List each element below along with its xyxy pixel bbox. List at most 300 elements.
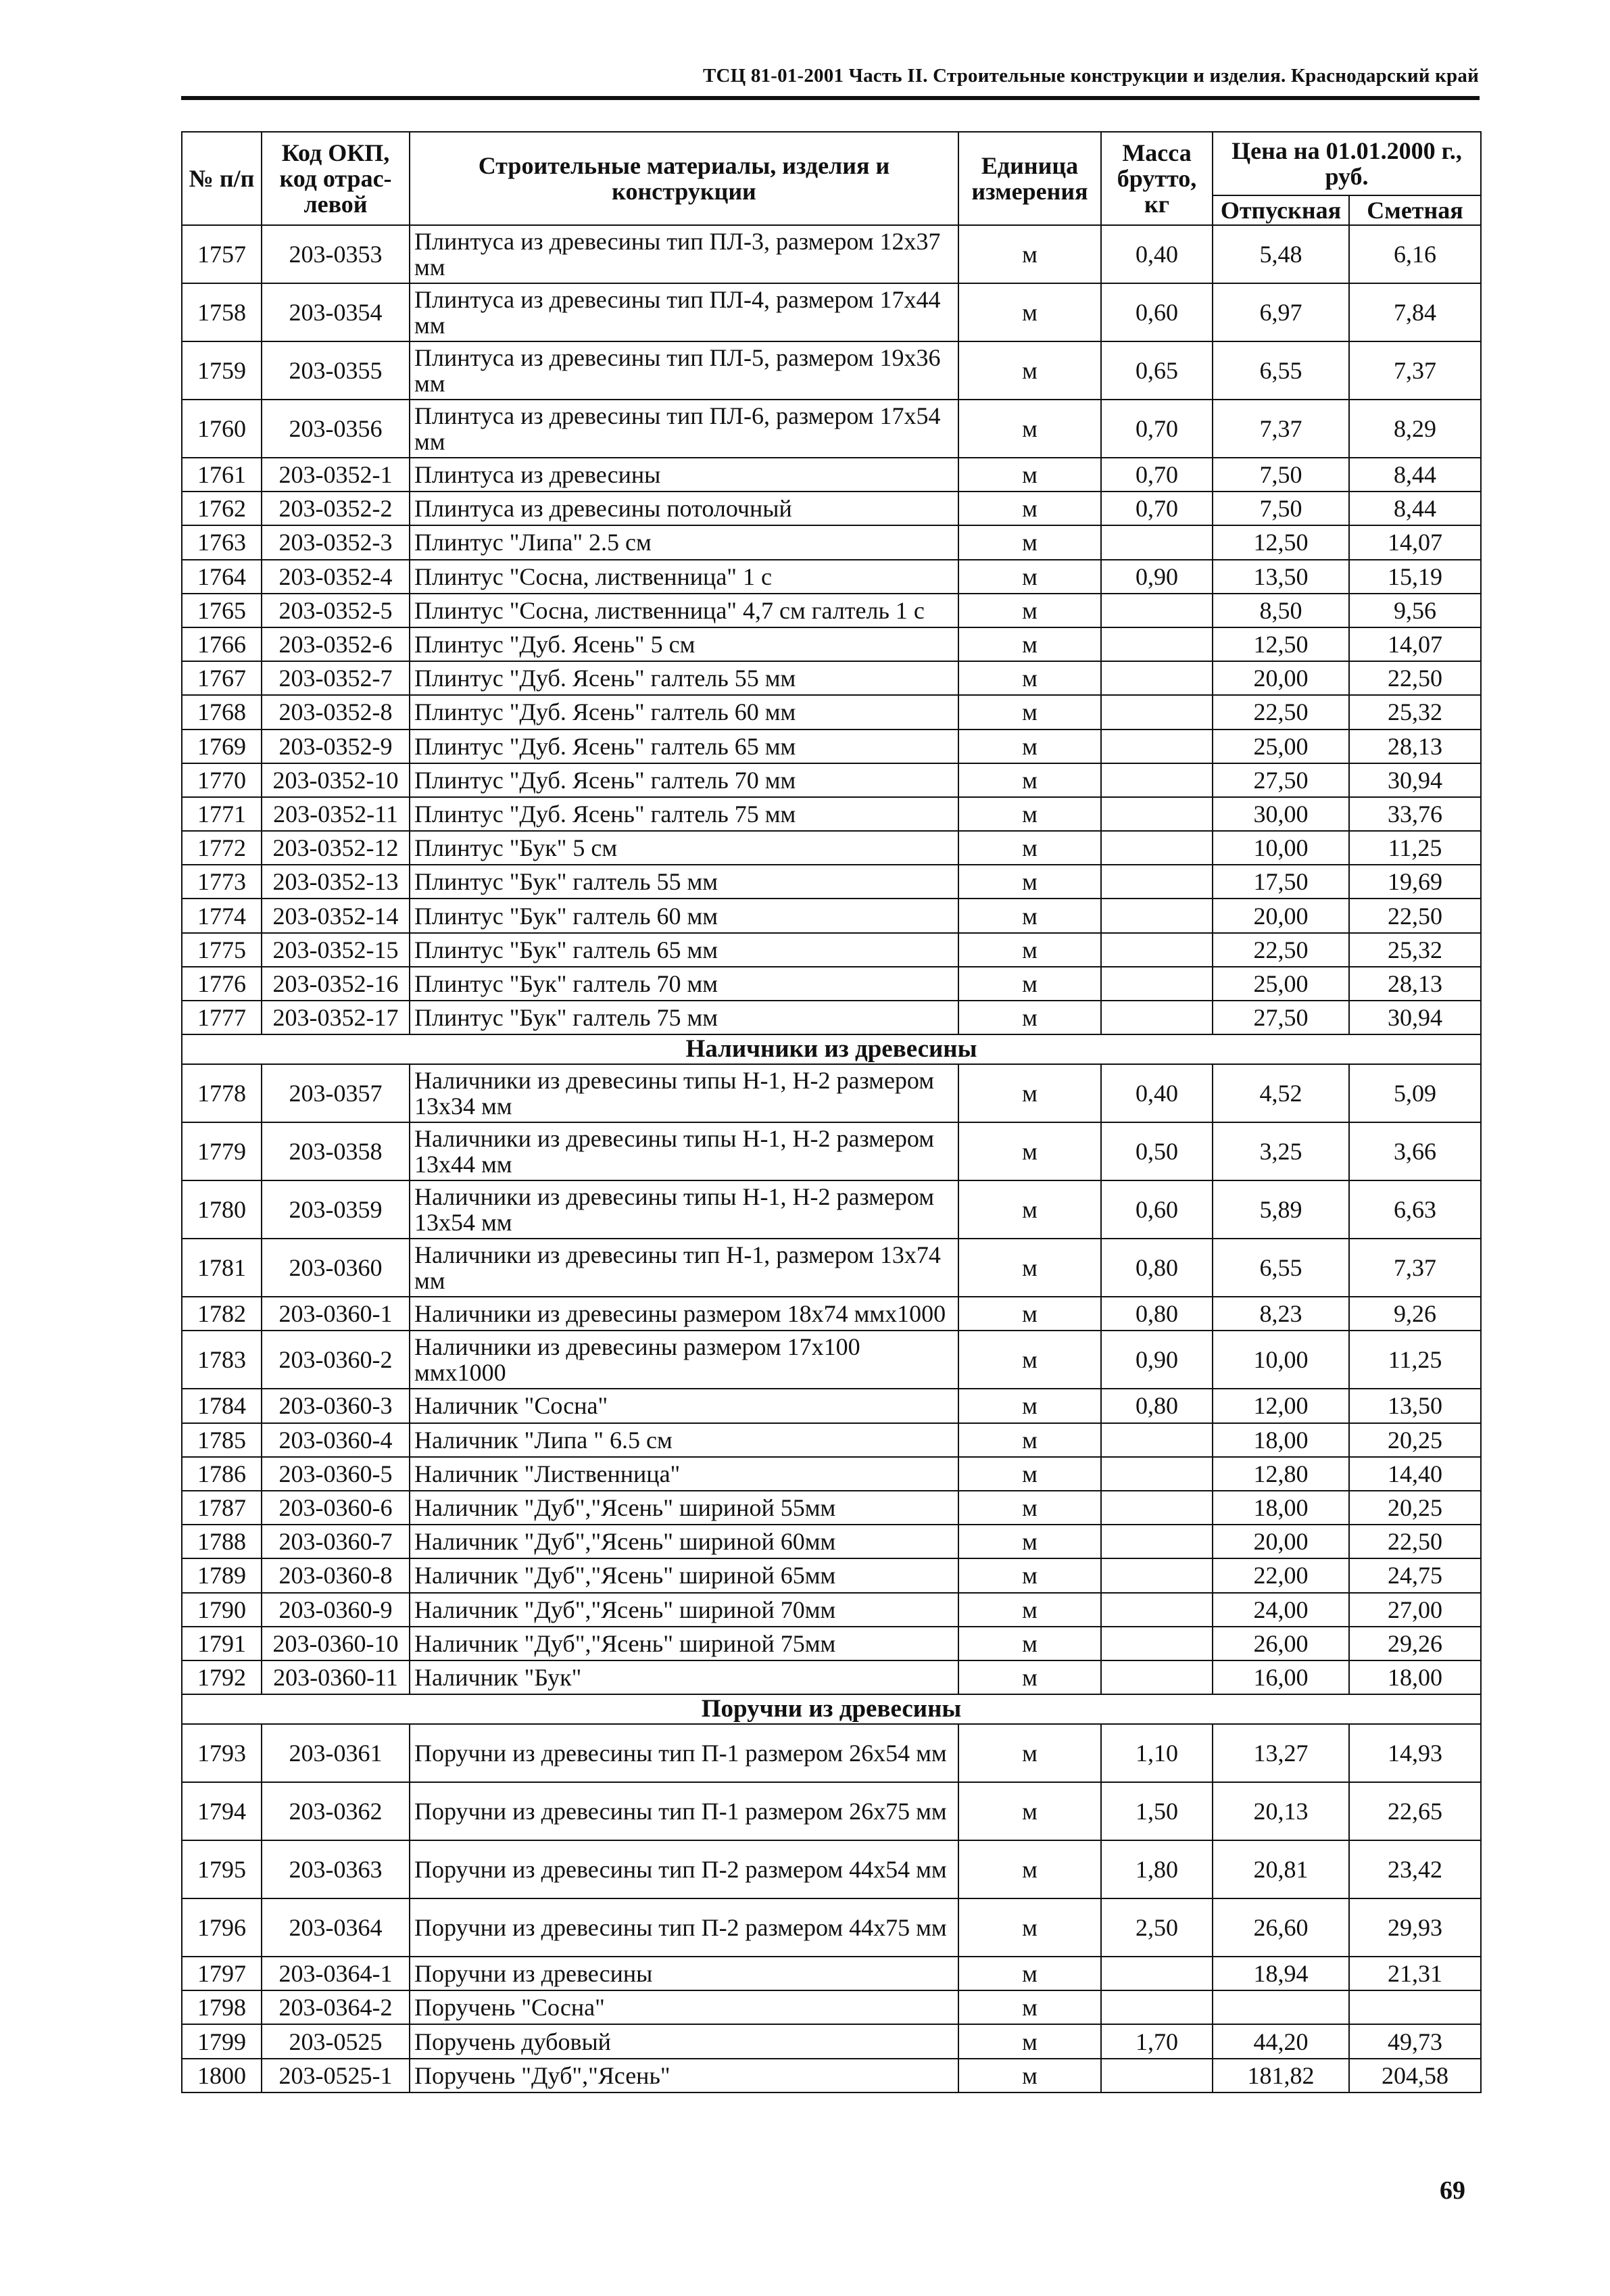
row-code: 203-0352-11 — [262, 797, 410, 831]
row-name: Поручни из древесины тип П-1 размером 26х75 мм — [410, 1782, 958, 1840]
row-name: Плинтуса из древесины тип ПЛ-3, размером 12х37 мм — [410, 225, 958, 283]
row-code: 203-0360 — [262, 1239, 410, 1297]
row-name: Плинтуса из древесины тип ПЛ-6, размером 17х54 мм — [410, 400, 958, 458]
table-row — [182, 1660, 1481, 1694]
row-unit: м — [958, 933, 1101, 967]
row-price-release: 25,00 — [1213, 730, 1349, 763]
row-price-release: 17,50 — [1213, 865, 1349, 899]
row-number: 1758 — [182, 283, 262, 341]
row-number: 1786 — [182, 1457, 262, 1491]
row-code: 203-0352-16 — [262, 967, 410, 1001]
row-price-release: 20,13 — [1213, 1782, 1349, 1840]
row-price-estimate: 20,25 — [1349, 1491, 1481, 1525]
row-number: 1800 — [182, 2059, 262, 2092]
row-code: 203-0352-7 — [262, 661, 410, 695]
row-price-estimate: 14,07 — [1349, 627, 1481, 661]
row-mass — [1101, 1957, 1213, 1990]
row-code: 203-0352-8 — [262, 695, 410, 729]
row-mass: 0,60 — [1101, 283, 1213, 341]
col-header-price-estimate: Сметная — [1349, 195, 1481, 225]
table-row — [182, 2024, 1481, 2058]
row-mass: 1,50 — [1101, 1782, 1213, 1840]
row-name: Плинтус "Сосна, лиственница" 4,7 см галтель 1 с — [410, 594, 958, 627]
row-unit: м — [958, 1782, 1101, 1840]
col-header-code: Код ОКП, код отрас-левой — [262, 132, 410, 225]
row-name: Плинтус "Дуб. Ясень" галтель 70 мм — [410, 763, 958, 797]
document-header: ТСЦ 81-01-2001 Часть II. Строительные конструкции и изделия. Краснодарский край — [702, 65, 1479, 87]
row-name: Наличник "Дуб","Ясень" шириной 65мм — [410, 1558, 958, 1592]
row-code: 203-0353 — [262, 225, 410, 283]
row-price-release: 4,52 — [1213, 1064, 1349, 1122]
row-name: Наличник "Лиственница" — [410, 1457, 958, 1491]
row-unit: м — [958, 1558, 1101, 1592]
row-price-release: 5,48 — [1213, 225, 1349, 283]
row-name: Плинтус "Бук" галтель 60 мм — [410, 899, 958, 932]
row-unit: м — [958, 831, 1101, 865]
row-name: Наличник "Дуб","Ясень" шириной 75мм — [410, 1627, 958, 1660]
row-price-release: 20,00 — [1213, 661, 1349, 695]
row-unit: м — [958, 1064, 1101, 1122]
row-name: Плинтус "Дуб. Ясень" галтель 65 мм — [410, 730, 958, 763]
row-mass: 0,40 — [1101, 1064, 1213, 1122]
table-row — [182, 458, 1481, 492]
row-mass — [1101, 933, 1213, 967]
table-row — [182, 1593, 1481, 1627]
table-row — [182, 1840, 1481, 1898]
row-price-estimate: 49,73 — [1349, 2024, 1481, 2058]
row-price-release: 3,25 — [1213, 1122, 1349, 1180]
row-code: 203-0525 — [262, 2024, 410, 2058]
row-name: Наличники из древесины тип Н-1, размером 13х74 мм — [410, 1239, 958, 1297]
row-code: 203-0361 — [262, 1724, 410, 1782]
row-mass — [1101, 1491, 1213, 1525]
row-name: Плинтуса из древесины потолочный — [410, 492, 958, 525]
row-number: 1794 — [182, 1782, 262, 1840]
row-price-estimate: 23,42 — [1349, 1840, 1481, 1898]
table-row — [182, 1627, 1481, 1660]
row-name: Плинтуса из древесины — [410, 458, 958, 492]
row-price-release: 20,81 — [1213, 1840, 1349, 1898]
row-name: Плинтус "Дуб. Ясень" галтель 55 мм — [410, 661, 958, 695]
row-price-estimate: 22,50 — [1349, 1525, 1481, 1558]
row-mass — [1101, 1660, 1213, 1694]
row-unit: м — [958, 1491, 1101, 1525]
row-code: 203-0352-9 — [262, 730, 410, 763]
row-price-release: 20,00 — [1213, 1525, 1349, 1558]
row-unit: м — [958, 283, 1101, 341]
row-number: 1792 — [182, 1660, 262, 1694]
row-price-release: 13,50 — [1213, 560, 1349, 594]
row-number: 1765 — [182, 594, 262, 627]
row-mass: 0,60 — [1101, 1180, 1213, 1239]
row-name: Поручень дубовый — [410, 2024, 958, 2058]
row-price-estimate: 3,66 — [1349, 1122, 1481, 1180]
row-price-release: 18,00 — [1213, 1423, 1349, 1457]
row-code: 203-0363 — [262, 1840, 410, 1898]
row-number: 1763 — [182, 525, 262, 559]
row-price-release: 8,50 — [1213, 594, 1349, 627]
table-row — [182, 1724, 1481, 1782]
row-name: Наличник "Липа " 6.5 см — [410, 1423, 958, 1457]
table-row — [182, 661, 1481, 695]
row-mass: 1,80 — [1101, 1840, 1213, 1898]
row-price-release: 181,82 — [1213, 2059, 1349, 2092]
row-name: Плинтус "Бук" галтель 75 мм — [410, 1001, 958, 1034]
row-price-release: 27,50 — [1213, 763, 1349, 797]
row-name: Наличник "Дуб","Ясень" шириной 60мм — [410, 1525, 958, 1558]
row-code: 203-0360-7 — [262, 1525, 410, 1558]
row-mass: 0,40 — [1101, 225, 1213, 283]
table-row — [182, 899, 1481, 932]
row-code: 203-0352-17 — [262, 1001, 410, 1034]
row-mass: 0,80 — [1101, 1389, 1213, 1422]
table-row — [182, 730, 1481, 763]
table-row — [182, 2059, 1481, 2092]
row-price-estimate: 29,26 — [1349, 1627, 1481, 1660]
row-price-release: 12,00 — [1213, 1389, 1349, 1422]
row-price-release: 7,37 — [1213, 400, 1349, 458]
row-price-release: 24,00 — [1213, 1593, 1349, 1627]
row-price-release: 22,50 — [1213, 695, 1349, 729]
row-name: Поручни из древесины тип П-1 размером 26х54 мм — [410, 1724, 958, 1782]
row-code: 203-0364-2 — [262, 1990, 410, 2024]
row-mass: 1,70 — [1101, 2024, 1213, 2058]
row-number: 1784 — [182, 1389, 262, 1422]
row-price-release: 8,23 — [1213, 1297, 1349, 1331]
row-price-release: 44,20 — [1213, 2024, 1349, 2058]
row-unit: м — [958, 458, 1101, 492]
row-number: 1757 — [182, 225, 262, 283]
row-price-release: 27,50 — [1213, 1001, 1349, 1034]
row-unit: м — [958, 627, 1101, 661]
row-price-estimate: 9,56 — [1349, 594, 1481, 627]
row-name: Плинтус "Дуб. Ясень" галтель 75 мм — [410, 797, 958, 831]
row-price-estimate: 8,44 — [1349, 492, 1481, 525]
row-price-release — [1213, 1990, 1349, 2024]
row-number: 1790 — [182, 1593, 262, 1627]
row-mass: 0,80 — [1101, 1297, 1213, 1331]
row-mass: 0,90 — [1101, 1331, 1213, 1389]
row-code: 203-0356 — [262, 400, 410, 458]
row-price-release: 7,50 — [1213, 492, 1349, 525]
row-name: Наличники из древесины типы Н-1, Н-2 размером 13х44 мм — [410, 1122, 958, 1180]
row-number: 1796 — [182, 1898, 262, 1957]
row-code: 203-0360-2 — [262, 1331, 410, 1389]
col-header-mass: Масса брутто, кг — [1101, 132, 1213, 225]
row-code: 203-0357 — [262, 1064, 410, 1122]
row-name: Плинтус "Бук" галтель 70 мм — [410, 967, 958, 1001]
row-unit: м — [958, 695, 1101, 729]
row-code: 203-0525-1 — [262, 2059, 410, 2092]
row-code: 203-0352-14 — [262, 899, 410, 932]
table-row — [182, 283, 1481, 341]
row-code: 203-0354 — [262, 283, 410, 341]
row-code: 203-0364 — [262, 1898, 410, 1957]
row-name: Наличники из древесины типы Н-1, Н-2 размером 13х34 мм — [410, 1064, 958, 1122]
row-number: 1776 — [182, 967, 262, 1001]
row-price-release: 16,00 — [1213, 1660, 1349, 1694]
row-name: Поручни из древесины тип П-2 размером 44х75 мм — [410, 1898, 958, 1957]
row-price-release: 6,55 — [1213, 341, 1349, 400]
table-row — [182, 1001, 1481, 1034]
row-price-release: 12,50 — [1213, 627, 1349, 661]
row-price-estimate: 6,16 — [1349, 225, 1481, 283]
row-price-estimate: 9,26 — [1349, 1297, 1481, 1331]
row-name: Наличник "Бук" — [410, 1660, 958, 1694]
table-row — [182, 594, 1481, 627]
table-row — [182, 1525, 1481, 1558]
row-price-release: 10,00 — [1213, 831, 1349, 865]
row-number: 1780 — [182, 1180, 262, 1239]
row-mass — [1101, 1990, 1213, 2024]
row-name: Плинтус "Бук" галтель 65 мм — [410, 933, 958, 967]
row-price-estimate: 18,00 — [1349, 1660, 1481, 1694]
table-row — [182, 1558, 1481, 1592]
row-unit: м — [958, 967, 1101, 1001]
table-row — [182, 933, 1481, 967]
table-row — [182, 797, 1481, 831]
row-unit: м — [958, 1297, 1101, 1331]
row-number: 1775 — [182, 933, 262, 967]
row-mass — [1101, 1001, 1213, 1034]
table-row — [182, 1457, 1481, 1491]
row-price-estimate: 22,50 — [1349, 661, 1481, 695]
row-unit: м — [958, 1331, 1101, 1389]
row-price-estimate: 24,75 — [1349, 1558, 1481, 1592]
table-row — [182, 225, 1481, 283]
row-code: 203-0358 — [262, 1122, 410, 1180]
row-number: 1773 — [182, 865, 262, 899]
row-unit: м — [958, 1423, 1101, 1457]
row-price-release: 22,00 — [1213, 1558, 1349, 1592]
row-name: Плинтус "Дуб. Ясень" 5 см — [410, 627, 958, 661]
row-name: Поручни из древесины тип П-2 размером 44х54 мм — [410, 1840, 958, 1898]
row-unit: м — [958, 1457, 1101, 1491]
row-name: Поручни из древесины — [410, 1957, 958, 1990]
row-number: 1787 — [182, 1491, 262, 1525]
row-unit: м — [958, 560, 1101, 594]
row-price-estimate: 7,37 — [1349, 1239, 1481, 1297]
section-row — [182, 1034, 1481, 1064]
row-unit: м — [958, 1840, 1101, 1898]
row-mass — [1101, 763, 1213, 797]
row-code: 203-0352-12 — [262, 831, 410, 865]
row-code: 203-0362 — [262, 1782, 410, 1840]
row-price-estimate: 21,31 — [1349, 1957, 1481, 1990]
row-price-release: 26,60 — [1213, 1898, 1349, 1957]
col-header-num: № п/п — [182, 132, 262, 225]
row-number: 1788 — [182, 1525, 262, 1558]
row-number: 1782 — [182, 1297, 262, 1331]
row-name: Плинтуса из древесины тип ПЛ-5, размером 19х36 мм — [410, 341, 958, 400]
row-number: 1762 — [182, 492, 262, 525]
row-unit: м — [958, 2024, 1101, 2058]
section-row — [182, 1694, 1481, 1724]
row-price-release: 30,00 — [1213, 797, 1349, 831]
row-price-estimate: 11,25 — [1349, 1331, 1481, 1389]
row-unit: м — [958, 730, 1101, 763]
row-number: 1793 — [182, 1724, 262, 1782]
row-price-estimate: 7,37 — [1349, 341, 1481, 400]
row-mass: 1,10 — [1101, 1724, 1213, 1782]
row-name: Плинтус "Дуб. Ясень" галтель 60 мм — [410, 695, 958, 729]
section-title: Поручни из древесины — [182, 1694, 1481, 1724]
table-row — [182, 492, 1481, 525]
row-unit: м — [958, 1239, 1101, 1297]
row-unit: м — [958, 763, 1101, 797]
row-price-estimate: 13,50 — [1349, 1389, 1481, 1422]
table-row — [182, 560, 1481, 594]
row-unit: м — [958, 1898, 1101, 1957]
table-row — [182, 1423, 1481, 1457]
row-unit: м — [958, 492, 1101, 525]
row-mass — [1101, 1627, 1213, 1660]
col-header-name: Строительные материалы, изделия и конструкции — [410, 132, 958, 225]
row-code: 203-0360-9 — [262, 1593, 410, 1627]
row-mass: 0,70 — [1101, 492, 1213, 525]
row-mass: 2,50 — [1101, 1898, 1213, 1957]
row-code: 203-0352-1 — [262, 458, 410, 492]
row-unit: м — [958, 899, 1101, 932]
row-unit: м — [958, 1525, 1101, 1558]
row-number: 1798 — [182, 1990, 262, 2024]
row-price-estimate: 14,07 — [1349, 525, 1481, 559]
row-price-release: 12,50 — [1213, 525, 1349, 559]
row-code: 203-0359 — [262, 1180, 410, 1239]
row-price-release: 5,89 — [1213, 1180, 1349, 1239]
row-unit: м — [958, 661, 1101, 695]
row-price-estimate: 15,19 — [1349, 560, 1481, 594]
table-row — [182, 1064, 1481, 1122]
row-price-estimate: 22,50 — [1349, 899, 1481, 932]
row-price-estimate: 30,94 — [1349, 1001, 1481, 1034]
row-mass — [1101, 1558, 1213, 1592]
row-mass: 0,65 — [1101, 341, 1213, 400]
row-price-estimate: 14,93 — [1349, 1724, 1481, 1782]
row-code: 203-0360-5 — [262, 1457, 410, 1491]
row-number: 1789 — [182, 1558, 262, 1592]
row-name: Плинтус "Липа" 2.5 см — [410, 525, 958, 559]
row-name: Наличник "Сосна" — [410, 1389, 958, 1422]
table-row — [182, 763, 1481, 797]
row-price-estimate: 6,63 — [1349, 1180, 1481, 1239]
row-price-estimate: 11,25 — [1349, 831, 1481, 865]
row-mass — [1101, 525, 1213, 559]
row-number: 1761 — [182, 458, 262, 492]
table-body — [182, 225, 1481, 2092]
row-mass — [1101, 1457, 1213, 1491]
row-number: 1785 — [182, 1423, 262, 1457]
row-unit: м — [958, 1001, 1101, 1034]
row-code: 203-0360-3 — [262, 1389, 410, 1422]
row-number: 1774 — [182, 899, 262, 932]
table-row — [182, 865, 1481, 899]
table-row — [182, 831, 1481, 865]
table-row — [182, 1491, 1481, 1525]
row-unit: м — [958, 594, 1101, 627]
row-price-release: 22,50 — [1213, 933, 1349, 967]
row-code: 203-0360-1 — [262, 1297, 410, 1331]
row-name: Поручень "Дуб","Ясень" — [410, 2059, 958, 2092]
row-price-release: 6,55 — [1213, 1239, 1349, 1297]
row-price-estimate: 7,84 — [1349, 283, 1481, 341]
row-mass — [1101, 797, 1213, 831]
table-row — [182, 525, 1481, 559]
row-number: 1778 — [182, 1064, 262, 1122]
row-unit: м — [958, 1180, 1101, 1239]
row-mass: 0,50 — [1101, 1122, 1213, 1180]
row-unit: м — [958, 1990, 1101, 2024]
row-unit: м — [958, 1957, 1101, 1990]
row-code: 203-0352-4 — [262, 560, 410, 594]
row-name: Наличники из древесины типы Н-1, Н-2 размером 13х54 мм — [410, 1180, 958, 1239]
row-code: 203-0352-10 — [262, 763, 410, 797]
row-price-estimate: 33,76 — [1349, 797, 1481, 831]
row-mass: 0,70 — [1101, 400, 1213, 458]
table-row — [182, 1957, 1481, 1990]
row-name: Наличники из древесины размером 17х100 ммх1000 — [410, 1331, 958, 1389]
section-title: Наличники из древесины — [182, 1034, 1481, 1064]
row-unit: м — [958, 1627, 1101, 1660]
row-number: 1769 — [182, 730, 262, 763]
row-mass: 0,90 — [1101, 560, 1213, 594]
row-name: Плинтус "Бук" 5 см — [410, 831, 958, 865]
row-code: 203-0352-2 — [262, 492, 410, 525]
row-number: 1768 — [182, 695, 262, 729]
table-row — [182, 627, 1481, 661]
row-code: 203-0360-8 — [262, 1558, 410, 1592]
row-code: 203-0355 — [262, 341, 410, 400]
row-code: 203-0352-5 — [262, 594, 410, 627]
row-mass — [1101, 1525, 1213, 1558]
row-mass — [1101, 627, 1213, 661]
price-table — [181, 131, 1482, 2093]
row-mass — [1101, 1593, 1213, 1627]
row-price-estimate: 28,13 — [1349, 967, 1481, 1001]
row-number: 1781 — [182, 1239, 262, 1297]
row-unit: м — [958, 2059, 1101, 2092]
row-price-estimate: 5,09 — [1349, 1064, 1481, 1122]
row-code: 203-0364-1 — [262, 1957, 410, 1990]
table-row — [182, 400, 1481, 458]
row-code: 203-0352-6 — [262, 627, 410, 661]
row-price-estimate — [1349, 1990, 1481, 2024]
col-header-price-group: Цена на 01.01.2000 г., руб. — [1213, 132, 1481, 195]
row-code: 203-0352-3 — [262, 525, 410, 559]
row-code: 203-0360-6 — [262, 1491, 410, 1525]
row-code: 203-0352-13 — [262, 865, 410, 899]
row-mass — [1101, 1423, 1213, 1457]
row-unit: м — [958, 1660, 1101, 1694]
row-mass — [1101, 865, 1213, 899]
row-price-release: 7,50 — [1213, 458, 1349, 492]
row-number: 1791 — [182, 1627, 262, 1660]
table-row — [182, 1239, 1481, 1297]
row-number: 1797 — [182, 1957, 262, 1990]
row-unit: м — [958, 865, 1101, 899]
row-code: 203-0360-10 — [262, 1627, 410, 1660]
table-row — [182, 967, 1481, 1001]
header-rule — [181, 96, 1480, 100]
row-number: 1779 — [182, 1122, 262, 1180]
row-number: 1764 — [182, 560, 262, 594]
row-unit: м — [958, 797, 1101, 831]
row-unit: м — [958, 1122, 1101, 1180]
row-mass: 0,70 — [1101, 458, 1213, 492]
row-price-estimate: 25,32 — [1349, 695, 1481, 729]
row-unit: м — [958, 1593, 1101, 1627]
row-mass — [1101, 594, 1213, 627]
